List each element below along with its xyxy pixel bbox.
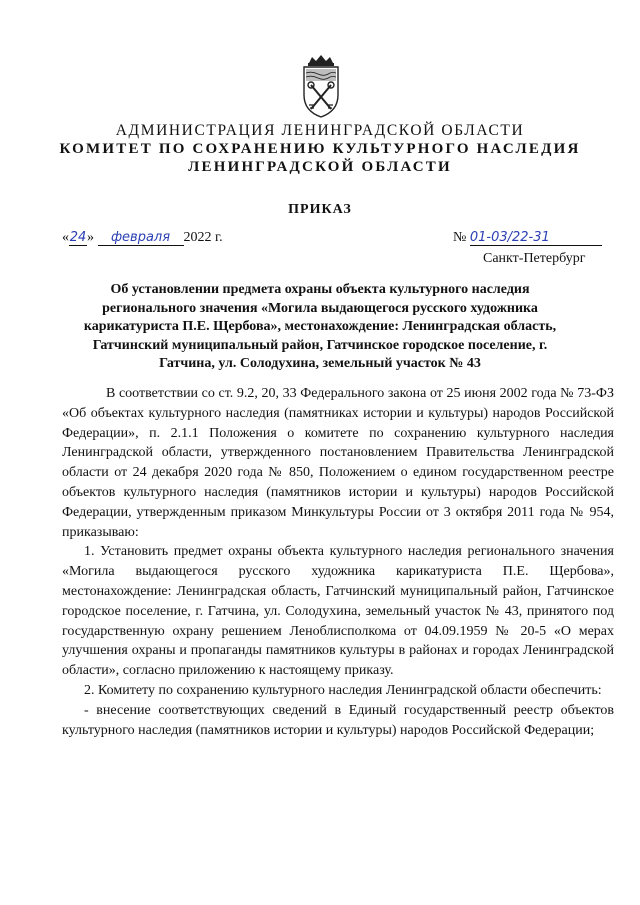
coat-of-arms-emblem [300,55,342,119]
document-title: Об установлении предмета охраны объекта культурного наследия регионального значения «Могила выдающегося русского художника карикатуриста П.Е. Щербова», местонахождение: Ленинградская область, Гатчинский муниципальный район, Гатчинское городское поселение, г. Гатчина, ул. Солодухина, земельный участок № 43 [83,282,557,372]
document-type: ПРИКАЗ [288,202,352,217]
document-city: Санкт-Петербург [483,251,586,266]
preamble-paragraph: В соответствии со ст. 9.2, 20, 33 Федерального закона от 25 июня 2002 года № 73-ФЗ «Об объектах культурного наследия (памятниках истории и культуры) народов Российской Федерации», п. 2.1.1 Положения о комитете по сохранению культурного наследия Ленинградской области, утвержденного постановлением Правительства Ленинградской области от 24 декабря 2020 года № 850, Положением о едином государственном реестре объектов культурного наследия (памятников истории и культуры) народов Российской Федерации, утвержденным приказом Минкультуры России от 3 октября 2011 года № 954, приказываю: [62,386,614,540]
date-year: 2022 г. [183,230,223,245]
header-committee: КОМИТЕТ ПО СОХРАНЕНИЮ КУЛЬТУРНОГО НАСЛЕДИЯ [59,141,581,157]
header-region: ЛЕНИНГРАДСКОЙ ОБЛАСТИ [188,159,452,175]
date-day: 24 [69,230,87,245]
date-close-quote: » [87,230,94,245]
document-body [62,384,614,740]
clause-2-item-paragraph: - внесение соответствующих сведений в Единый государственный реестр объектов культурного наследия (памятников истории и культуры) народов Российской Федерации; [62,702,614,738]
number-value: 01-03/22-31 [470,231,602,246]
document-date [62,230,223,246]
clause-1-paragraph: 1. Установить предмет охраны объекта культурного наследия регионального значения «Могила выдающегося русского художника карикатуриста П.Е. Щербова», местонахождение: Ленинградская область, Гатчинский муниципальный район, Гатчинское городское поселение, г. Гатчина, ул. Солодухина, земельный участок № 43, принятого под государственную охрану решением Леноблисполкома от 04.09.1959 № 20-5 «О мерах улучшения охраны и пропаганды памятников культуры в районах и городах Ленинградской области», согласно приложению к настоящему приказу. [62,544,614,679]
clause-2-paragraph: 2. Комитету по сохранению культурного наследия Ленинградской области обеспечить: [84,682,602,698]
date-open-quote: « [62,230,69,245]
date-month: февраля [98,231,184,246]
document-number [453,230,602,246]
number-prefix: № [453,230,467,245]
header-administration: АДМИНИСТРАЦИЯ ЛЕНИНГРАДСКОЙ ОБЛАСТИ [115,122,525,139]
